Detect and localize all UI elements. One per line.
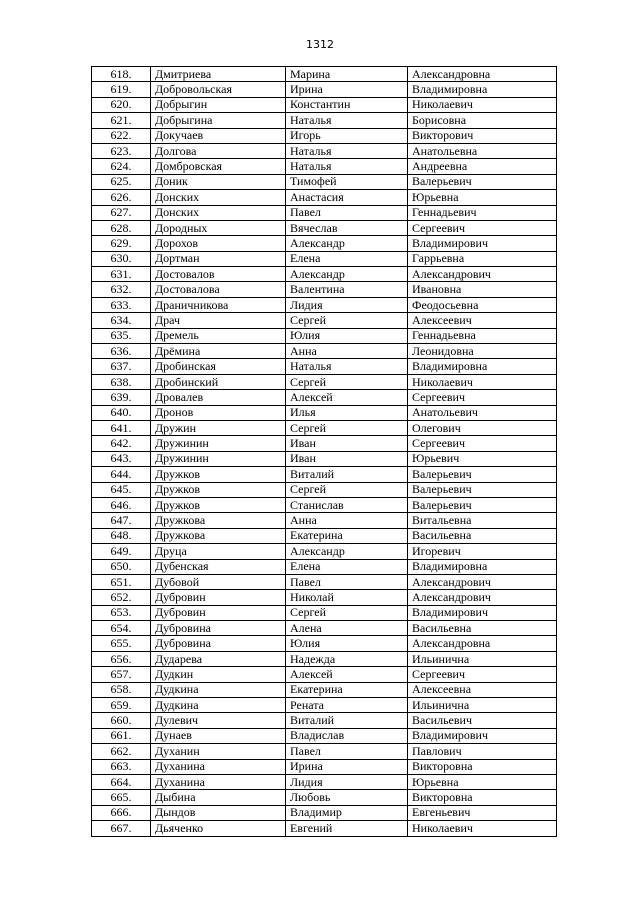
table-row [92,805,557,820]
table-row [92,759,557,774]
patronymic-cell: Юрьевна [408,190,557,205]
row-number: 658. [92,682,151,697]
table-row [92,67,557,82]
table-row [92,651,557,666]
row-number: 639. [92,390,151,405]
row-number: 645. [92,482,151,497]
patronymic-cell: Викторовна [408,790,557,805]
table-row [92,698,557,713]
first-name-cell: Елена [286,251,408,266]
first-name-cell: Иван [286,436,408,451]
surname-cell: Духанина [151,759,286,774]
patronymic-cell: Владимировна [408,359,557,374]
table-row [92,621,557,636]
patronymic-cell: Валерьевич [408,482,557,497]
surname-cell: Дровалев [151,390,286,405]
row-number: 629. [92,236,151,251]
surname-cell: Донских [151,205,286,220]
surname-cell: Дробинская [151,359,286,374]
surname-cell: Дмитриева [151,67,286,82]
table-row [92,344,557,359]
table-row [92,713,557,728]
patronymic-cell: Васильевна [408,528,557,543]
table-row [92,636,557,651]
surname-cell: Дробинский [151,374,286,389]
table-row [92,790,557,805]
table-row [92,497,557,512]
row-number: 640. [92,405,151,420]
table-row [92,590,557,605]
first-name-cell: Илья [286,405,408,420]
surname-cell: Дружкова [151,513,286,528]
row-number: 664. [92,774,151,789]
patronymic-cell: Николаевич [408,97,557,112]
patronymic-cell: Алексеевна [408,682,557,697]
table-row [92,113,557,128]
row-number: 648. [92,528,151,543]
row-number: 660. [92,713,151,728]
row-number: 654. [92,621,151,636]
row-number: 618. [92,67,151,82]
table-row [92,374,557,389]
surname-cell: Долгова [151,143,286,158]
surname-cell: Добровольская [151,82,286,97]
first-name-cell: Екатерина [286,682,408,697]
first-name-cell: Сергей [286,374,408,389]
patronymic-cell: Леонидовна [408,344,557,359]
row-number: 627. [92,205,151,220]
first-name-cell: Анна [286,513,408,528]
first-name-cell: Любовь [286,790,408,805]
row-number: 649. [92,544,151,559]
patronymic-cell: Владимирович [408,728,557,743]
row-number: 628. [92,220,151,235]
patronymic-cell: Юрьевна [408,774,557,789]
patronymic-cell: Александровна [408,636,557,651]
row-number: 643. [92,451,151,466]
surname-cell: Дьяченко [151,821,286,836]
surname-cell: Дружин [151,420,286,435]
table-row [92,205,557,220]
first-name-cell: Александр [286,544,408,559]
table-row [92,174,557,189]
row-number: 635. [92,328,151,343]
table-row [92,774,557,789]
table-row [92,667,557,682]
patronymic-cell: Павлович [408,744,557,759]
table-row [92,405,557,420]
patronymic-cell: Сергеевич [408,667,557,682]
table-row [92,744,557,759]
patronymic-cell: Александрович [408,267,557,282]
patronymic-cell: Ильинична [408,651,557,666]
table-row [92,97,557,112]
surname-cell: Драч [151,313,286,328]
row-number: 663. [92,759,151,774]
first-name-cell: Виталий [286,467,408,482]
table-row [92,220,557,235]
table-row [92,574,557,589]
surname-cell: Дудкина [151,682,286,697]
surname-cell: Дубровина [151,636,286,651]
surname-cell: Достовалов [151,267,286,282]
patronymic-cell: Сергеевич [408,390,557,405]
surname-cell: Дружков [151,482,286,497]
first-name-cell: Валентина [286,282,408,297]
first-name-cell: Виталий [286,713,408,728]
surname-cell: Дружинин [151,436,286,451]
row-number: 661. [92,728,151,743]
table-row [92,467,557,482]
table-row [92,482,557,497]
row-number: 667. [92,821,151,836]
row-number: 656. [92,651,151,666]
first-name-cell: Лидия [286,297,408,312]
first-name-cell: Владислав [286,728,408,743]
surname-cell: Дремель [151,328,286,343]
first-name-cell: Сергей [286,313,408,328]
patronymic-cell: Владимировна [408,82,557,97]
table-row [92,390,557,405]
patronymic-cell: Викторовна [408,759,557,774]
surname-cell: Домбровская [151,159,286,174]
surname-cell: Дружинин [151,451,286,466]
patronymic-cell: Николаевич [408,374,557,389]
patronymic-cell: Александровна [408,67,557,82]
first-name-cell: Наталья [286,359,408,374]
first-name-cell: Алексей [286,390,408,405]
surname-cell: Доник [151,174,286,189]
surname-cell: Дружкова [151,528,286,543]
row-number: 659. [92,698,151,713]
table-row [92,236,557,251]
row-number: 652. [92,590,151,605]
surname-cell: Добрыгина [151,113,286,128]
surname-cell: Достовалова [151,282,286,297]
row-number: 653. [92,605,151,620]
first-name-cell: Сергей [286,605,408,620]
row-number: 636. [92,344,151,359]
table-row [92,159,557,174]
table-row [92,682,557,697]
row-number: 641. [92,420,151,435]
row-number: 638. [92,374,151,389]
patronymic-cell: Анатольевич [408,405,557,420]
patronymic-cell: Васильевич [408,713,557,728]
registry-body [92,67,557,837]
first-name-cell: Марина [286,67,408,82]
surname-cell: Дубенская [151,559,286,574]
table-row [92,528,557,543]
patronymic-cell: Борисовна [408,113,557,128]
row-number: 646. [92,497,151,512]
patronymic-cell: Олегович [408,420,557,435]
surname-cell: Добрыгин [151,97,286,112]
first-name-cell: Ирина [286,82,408,97]
row-number: 655. [92,636,151,651]
first-name-cell: Ирина [286,759,408,774]
first-name-cell: Екатерина [286,528,408,543]
surname-cell: Дружков [151,467,286,482]
first-name-cell: Наталья [286,143,408,158]
surname-cell: Духанин [151,744,286,759]
patronymic-cell: Викторович [408,128,557,143]
surname-cell: Драничникова [151,297,286,312]
surname-cell: Дыбина [151,790,286,805]
patronymic-cell: Гаррьевна [408,251,557,266]
table-row [92,143,557,158]
first-name-cell: Елена [286,559,408,574]
table-row [92,436,557,451]
row-number: 644. [92,467,151,482]
first-name-cell: Александр [286,236,408,251]
page-number: 1312 [306,38,334,51]
table-row [92,513,557,528]
patronymic-cell: Валерьевич [408,174,557,189]
table-row [92,559,557,574]
row-number: 624. [92,159,151,174]
first-name-cell: Станислав [286,497,408,512]
table-row [92,728,557,743]
first-name-cell: Павел [286,744,408,759]
row-number: 622. [92,128,151,143]
row-number: 633. [92,297,151,312]
table-row [92,544,557,559]
patronymic-cell: Николаевич [408,821,557,836]
table-row [92,190,557,205]
patronymic-cell: Александрович [408,574,557,589]
surname-cell: Дубровин [151,605,286,620]
row-number: 650. [92,559,151,574]
table-row [92,251,557,266]
first-name-cell: Анастасия [286,190,408,205]
table-row [92,297,557,312]
first-name-cell: Тимофей [286,174,408,189]
table-row [92,420,557,435]
patronymic-cell: Геннадьевич [408,205,557,220]
first-name-cell: Вячеслав [286,220,408,235]
table-row [92,313,557,328]
patronymic-cell: Андреевна [408,159,557,174]
surname-cell: Дрёмина [151,344,286,359]
first-name-cell: Александр [286,267,408,282]
surname-cell: Дулевич [151,713,286,728]
row-number: 666. [92,805,151,820]
table-row [92,821,557,836]
row-number: 634. [92,313,151,328]
patronymic-cell: Алексеевич [408,313,557,328]
surname-cell: Дорохов [151,236,286,251]
table-row [92,605,557,620]
table-row [92,267,557,282]
surname-cell: Дородных [151,220,286,235]
row-number: 657. [92,667,151,682]
first-name-cell: Алексей [286,667,408,682]
patronymic-cell: Валерьевич [408,497,557,512]
patronymic-cell: Игоревич [408,544,557,559]
row-number: 623. [92,143,151,158]
first-name-cell: Рената [286,698,408,713]
patronymic-cell: Васильевна [408,621,557,636]
row-number: 621. [92,113,151,128]
first-name-cell: Сергей [286,482,408,497]
surname-cell: Дронов [151,405,286,420]
table-row [92,82,557,97]
surname-cell: Докучаев [151,128,286,143]
first-name-cell: Наталья [286,113,408,128]
table-row [92,451,557,466]
row-number: 630. [92,251,151,266]
row-number: 632. [92,282,151,297]
first-name-cell: Алена [286,621,408,636]
row-number: 665. [92,790,151,805]
surname-cell: Дудкин [151,667,286,682]
surname-cell: Донских [151,190,286,205]
table-row [92,282,557,297]
row-number: 662. [92,744,151,759]
first-name-cell: Юлия [286,328,408,343]
table-row [92,328,557,343]
table-row [92,128,557,143]
patronymic-cell: Ивановна [408,282,557,297]
surname-cell: Дортман [151,251,286,266]
surname-cell: Дындов [151,805,286,820]
first-name-cell: Надежда [286,651,408,666]
first-name-cell: Наталья [286,159,408,174]
first-name-cell: Сергей [286,420,408,435]
surname-cell: Дудкина [151,698,286,713]
first-name-cell: Павел [286,574,408,589]
first-name-cell: Лидия [286,774,408,789]
name-registry-table [91,66,557,837]
surname-cell: Духанина [151,774,286,789]
patronymic-cell: Ильинична [408,698,557,713]
row-number: 631. [92,267,151,282]
surname-cell: Дубовой [151,574,286,589]
patronymic-cell: Владимировна [408,559,557,574]
first-name-cell: Николай [286,590,408,605]
patronymic-cell: Валерьевич [408,467,557,482]
first-name-cell: Владимир [286,805,408,820]
row-number: 651. [92,574,151,589]
table-row [92,359,557,374]
surname-cell: Друца [151,544,286,559]
surname-cell: Дунаев [151,728,286,743]
patronymic-cell: Феодосьевна [408,297,557,312]
patronymic-cell: Сергеевич [408,220,557,235]
first-name-cell: Юлия [286,636,408,651]
patronymic-cell: Владимирович [408,236,557,251]
row-number: 637. [92,359,151,374]
first-name-cell: Константин [286,97,408,112]
patronymic-cell: Александрович [408,590,557,605]
first-name-cell: Евгений [286,821,408,836]
row-number: 626. [92,190,151,205]
patronymic-cell: Анатольевна [408,143,557,158]
row-number: 642. [92,436,151,451]
row-number: 647. [92,513,151,528]
first-name-cell: Павел [286,205,408,220]
first-name-cell: Анна [286,344,408,359]
surname-cell: Дружков [151,497,286,512]
row-number: 620. [92,97,151,112]
patronymic-cell: Витальевна [408,513,557,528]
patronymic-cell: Сергеевич [408,436,557,451]
row-number: 625. [92,174,151,189]
patronymic-cell: Евгеньевич [408,805,557,820]
surname-cell: Дубровина [151,621,286,636]
first-name-cell: Иван [286,451,408,466]
surname-cell: Дударева [151,651,286,666]
first-name-cell: Игорь [286,128,408,143]
patronymic-cell: Владимирович [408,605,557,620]
surname-cell: Дубровин [151,590,286,605]
patronymic-cell: Юрьевич [408,451,557,466]
row-number: 619. [92,82,151,97]
patronymic-cell: Геннадьевна [408,328,557,343]
